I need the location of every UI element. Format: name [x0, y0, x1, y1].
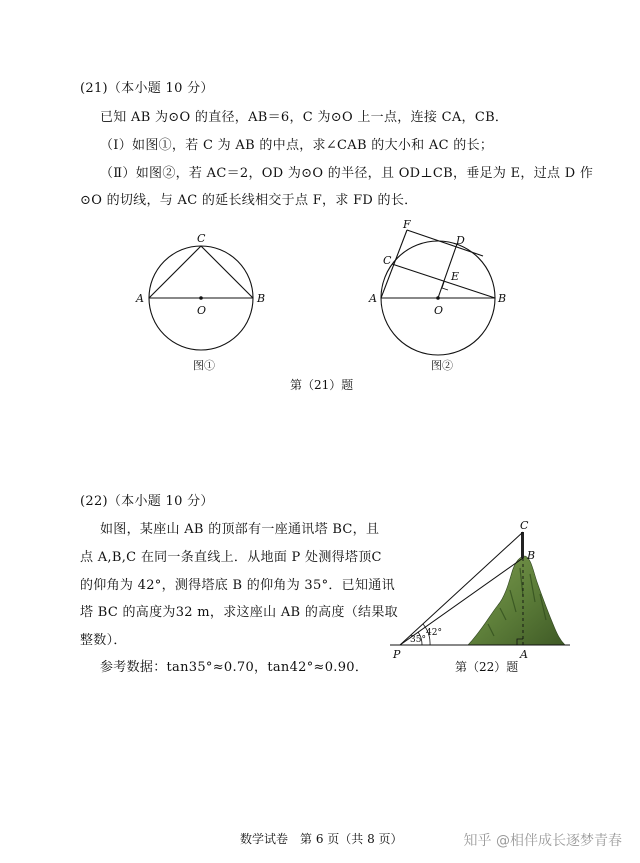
- fig-label-b: B: [527, 549, 536, 562]
- q21-part1: （Ⅰ）如图①，若 C 为 AB 的中点，求∠CAB 的大小和 AC 的长；: [100, 138, 494, 153]
- fig2-center-dot: [436, 296, 440, 300]
- q21-fig2-label: 图②: [431, 359, 453, 372]
- q21-figure-1: [130, 228, 290, 368]
- fig2-label-a: A: [369, 292, 377, 305]
- fig2-label-c: C: [383, 254, 392, 267]
- q22-header: (22)（本小题 10 分）: [80, 494, 214, 509]
- page-footer: 数学试卷 第 6 页（共 8 页）: [240, 832, 403, 846]
- q22-reference: 参考数据：tan35°≈0.70，tan42°≈0.90．: [100, 660, 369, 675]
- q22-line-1: 如图，某座山 AB 的顶部有一座通讯塔 BC，且: [100, 522, 380, 537]
- fig-label-42: 42°: [426, 628, 442, 638]
- q21-stem: 已知 AB 为⊙O 的直径，AB＝6，C 为⊙O 上一点，连接 CA，CB．: [100, 110, 509, 125]
- fig1-label-b: B: [257, 292, 266, 305]
- fig1-chord-cb: [201, 246, 253, 298]
- fig2-tangent-fd: [407, 230, 483, 256]
- q21-caption: 第（21）题: [290, 378, 354, 392]
- q22-line-3: 的仰角为 42°，测得塔底 B 的仰角为 35°．已知通讯: [80, 578, 395, 593]
- q21-part2-line1: （Ⅱ）如图②，若 AC＝2，OD 为⊙O 的半径，且 OD⊥CB，垂足为 E，过点 D 作: [100, 166, 594, 181]
- fig-label-a: A: [520, 648, 528, 661]
- fig-label-c: C: [520, 519, 529, 532]
- fig1-center-dot: [199, 296, 203, 300]
- q22-line-5: 整数）．: [80, 633, 127, 648]
- fig1-label-a: A: [136, 292, 144, 305]
- fig1-label-o: O: [197, 304, 207, 317]
- q21-fig1-label: 图①: [193, 359, 215, 372]
- fig-label-p: P: [393, 648, 401, 661]
- fig2-label-e: E: [451, 270, 460, 283]
- fig-label-35: 35°: [410, 635, 426, 645]
- fig1-chord-ca: [149, 246, 201, 298]
- q22-line-2: 点 A,B,C 在同一条直线上．从地面 P 处测得塔顶C: [80, 550, 382, 565]
- tower-bc: [521, 532, 524, 558]
- fig2-label-b: B: [498, 292, 507, 305]
- q22-caption: 第（22）题: [455, 660, 519, 674]
- q21-figure-2: [365, 218, 535, 368]
- q22-line-4: 塔 BC 的高度为32 m，求这座山 AB 的高度（结果取: [80, 605, 398, 620]
- q21-part2-line2: ⊙O 的切线，与 AC 的延长线相交于点 F，求 FD 的长．: [80, 193, 418, 208]
- fig2-label-o: O: [434, 304, 444, 317]
- fig2-label-f: F: [403, 218, 411, 231]
- fig1-label-c: C: [197, 232, 206, 245]
- q22-figure: [390, 520, 590, 660]
- fig2-label-d: D: [456, 234, 465, 247]
- q21-header: (21)（本小题 10 分）: [80, 81, 214, 96]
- watermark: 知乎 @相伴成长逐梦青春: [463, 833, 622, 849]
